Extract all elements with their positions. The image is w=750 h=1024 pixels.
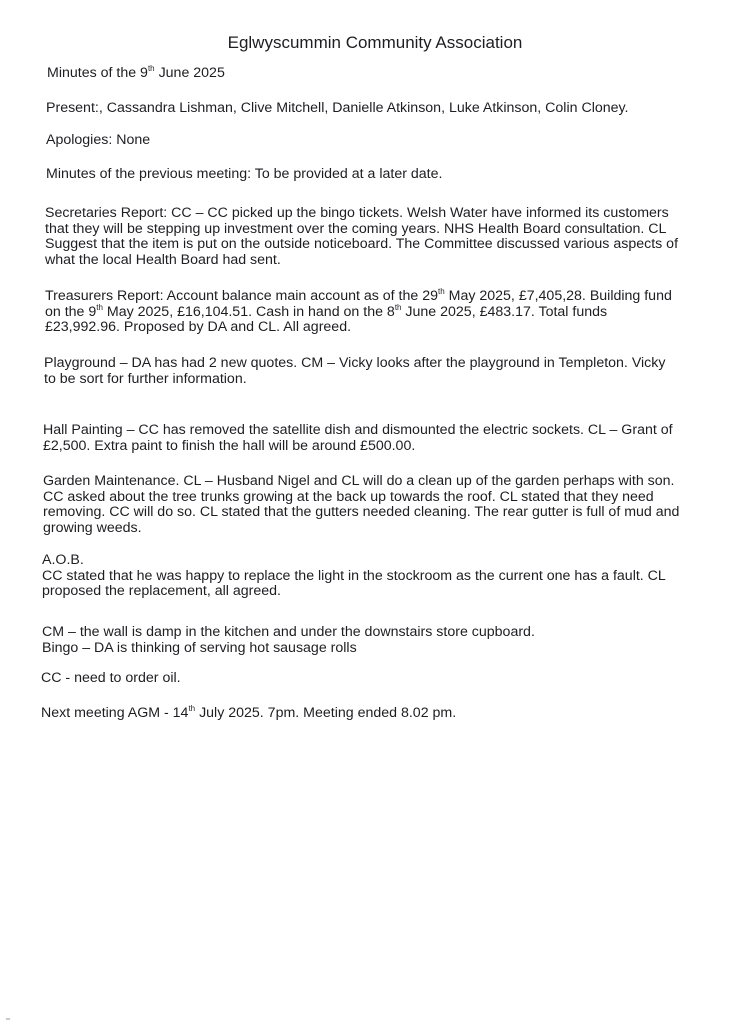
treasurers-report-line [45,302,672,321]
document-title [0,33,750,53]
treasurers-text: May 2025, £16,104.51. Cash in hand on the 8 [102,303,395,320]
garden-maintenance-line: CC asked about the tree trunks growing at the back up towards the roof. CL stated that they need [43,488,654,505]
previous-minutes-line [46,167,442,183]
meeting-date-prefix: Minutes of the 9 [47,65,148,81]
present-line [46,101,629,117]
treasurers-sup: th [394,302,402,312]
secretaries-report [45,206,678,268]
secretaries-report-line: what the local Health Board had sent. [45,251,281,268]
next-meeting-line [41,706,456,722]
apologies-line [46,133,150,149]
next-meeting-sup: th [188,704,196,713]
previous-minutes-text: Minutes of the previous meeting: To be provided at a later date. [46,166,443,182]
hall-painting-line: Hall Painting – CC has removed the satellite dish and dismounted the electric sockets. CL – Grant of [43,422,673,438]
treasurers-text: May 2025, £7,405,28. Building fund [444,288,672,304]
playground-line: to be sort for further information. [44,370,247,387]
garden-maintenance-line: growing weeds. [43,519,142,536]
meeting-date-suffix: June 2025 [154,65,225,81]
treasurers-text: June 2025, £483.17. Total funds [401,303,608,320]
treasurers-text: Treasurers Report: Account balance main account as of the 29 [45,288,439,304]
garden-maintenance-line: Garden Maintenance. CL – Husband Nigel and CL will do a clean up of the garden perhaps with son. [43,473,675,489]
bingo-note-line: Bingo – DA is thinking of serving hot sausage rolls [42,639,357,656]
next-meeting-prefix: Next meeting AGM - 14 [41,705,189,721]
present-text: Present:, Cassandra Lishman, Clive Mitchell, Danielle Atkinson, Luke Atkinson, Colin Cloney. [46,100,629,116]
treasurers-report [45,289,672,336]
meeting-date-sup: th [147,64,155,73]
meeting-date [47,66,225,82]
aob-line: proposed the replacement, all agreed. [42,583,281,600]
garden-maintenance-line: removing. CC will do so. CL stated that the gutters needed cleaning. The rear gutter is full of mud and [43,504,680,521]
cc-oil-line [41,671,181,687]
secretaries-report-line: Suggest that the item is put on the outside noticeboard. The Committee discussed various aspects of [45,236,679,253]
treasurers-report-line [45,289,672,305]
treasurers-sup: th [96,302,103,312]
treasurers-text: on the 9 [45,303,97,320]
aob-item [42,553,666,600]
treasurers-report-line: £23,992.96. Proposed by DA and CL. All agreed. [45,319,352,336]
secretaries-report-line: Secretaries Report: CC – CC picked up the bingo tickets. Welsh Water have informed its customers [45,205,669,221]
cc-oil-text: CC - need to order oil. [41,670,181,686]
playground-item [44,356,665,387]
apologies-text: Apologies: None [46,132,151,148]
aob-heading: A.O.B. [42,552,84,568]
playground-line: Playground – DA has had 2 new quotes. CM – Vicky looks after the playground in Templeton. Vicky [44,355,666,371]
aob-line: CC stated that he was happy to replace the light in the stockroom as the current one has a fault. CL [42,567,666,584]
next-meeting-suffix: July 2025. 7pm. Meeting ended 8.02 pm. [195,705,457,721]
hall-painting-line: £2,500. Extra paint to finish the hall will be around £500.00. [43,437,416,454]
garden-maintenance-item [43,474,679,536]
treasurers-sup: th [438,287,445,296]
secretaries-report-line: that they will be stepping up investment over the coming years. NHS Health Board consultation. CL [45,220,667,237]
hall-painting-item [43,423,673,454]
scan-speck [6,1018,10,1020]
cm-note-line: CM – the wall is damp in the kitchen and under the downstairs store cupboard. [42,624,535,640]
document-title-text: Eglwyscummin Community Association [227,33,523,52]
cm-notes-item [42,625,535,656]
